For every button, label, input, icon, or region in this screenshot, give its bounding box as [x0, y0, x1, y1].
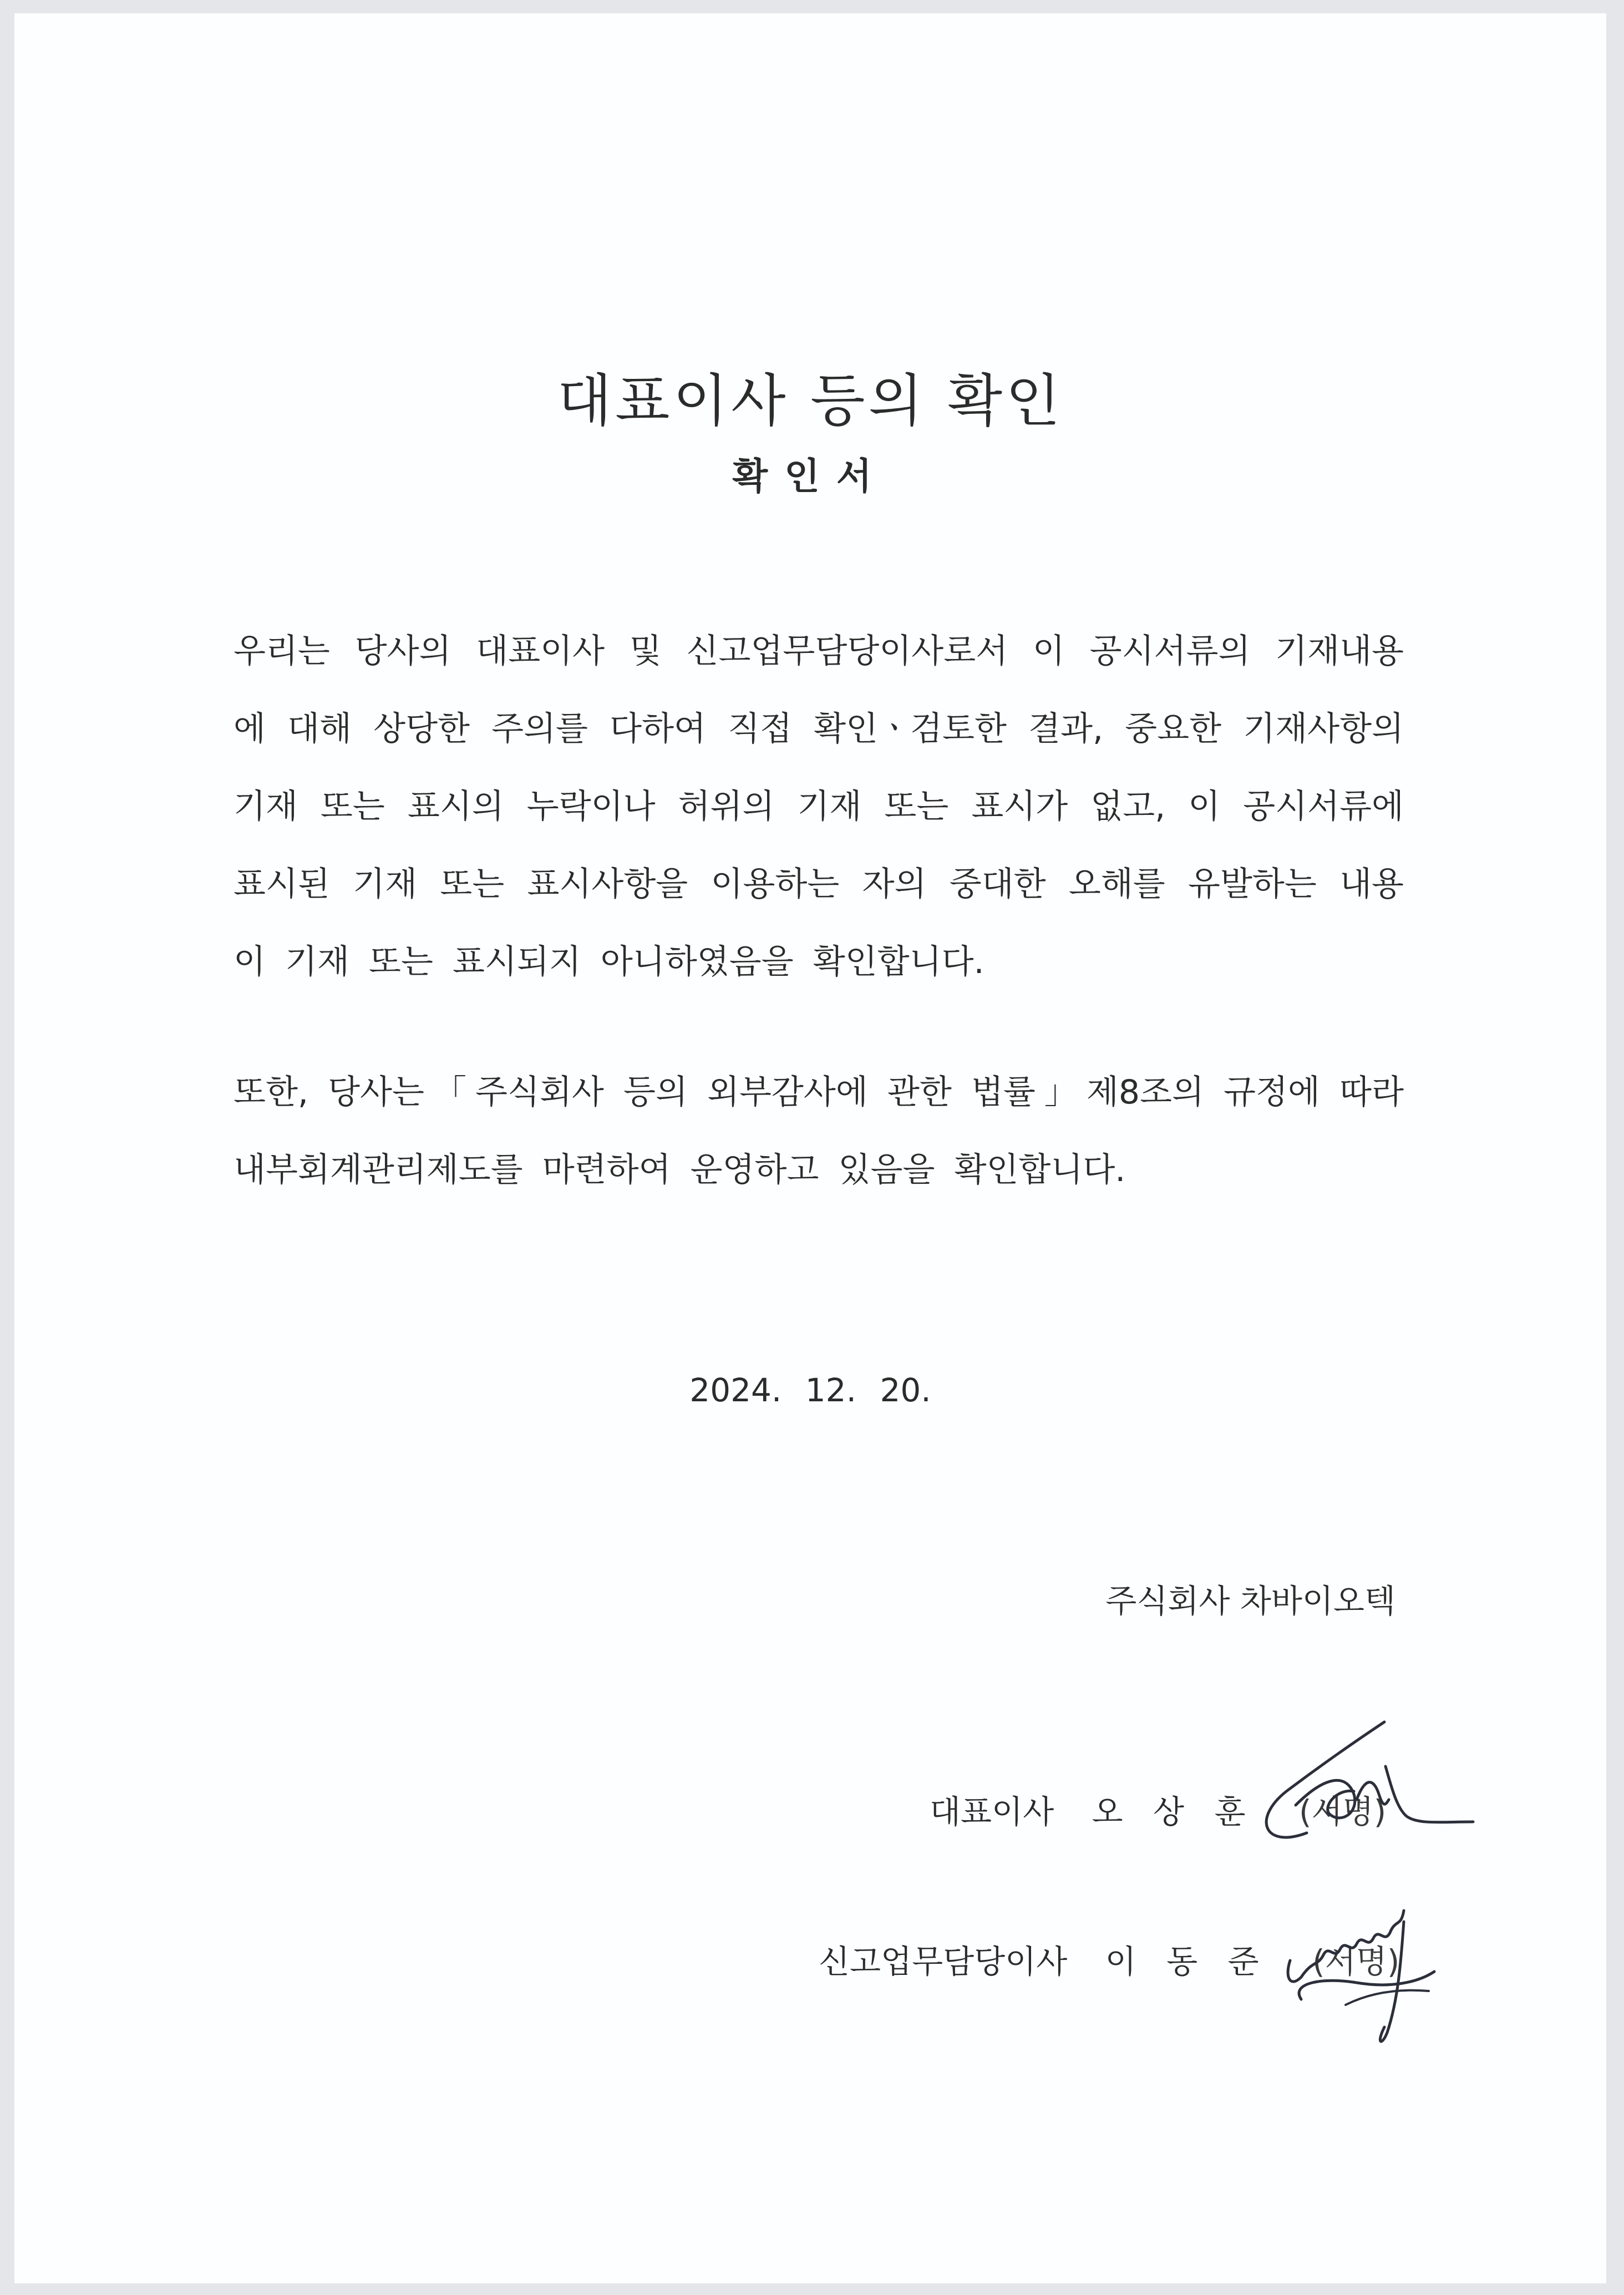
- signatory-title: 대표이사: [930, 1793, 1054, 1831]
- handwritten-signature-icon: [1268, 1894, 1479, 2060]
- paragraph2-line: 또한, 당사는「주식회사 등의 외부감사에 관한 법률」제8조의 규정에 따라: [234, 1073, 1404, 1112]
- signature-label: (서명): [1298, 1793, 1387, 1831]
- paragraph1-line: 우리는 당사의 대표이사 및 신고업무담당이사로서 이 공시서류의 기재내용: [234, 632, 1404, 671]
- signatory-name: 오 상 훈: [1092, 1793, 1256, 1831]
- document-title: 대표이사 등의 확인: [557, 368, 1064, 434]
- document-date: 2024. 12. 20.: [689, 1371, 931, 1409]
- paragraph1-line: 이 기재 또는 표시되지 아니하였음을 확인합니다.: [234, 943, 984, 981]
- signature-label: (서명): [1312, 1943, 1400, 1980]
- paragraph1-line: 표시된 기재 또는 표시사항을 이용하는 자의 중대한 오해를 유발하는 내용: [234, 865, 1404, 904]
- document-page: [14, 13, 1606, 2283]
- signatory-name: 이 동 준: [1105, 1943, 1269, 1980]
- paragraph1-line: 에 대해 상당한 주의를 다하여 직접 확인ㆍ검토한 결과, 중요한 기재사항의: [234, 710, 1404, 748]
- paragraph1-line: 기재 또는 표시의 누락이나 허위의 기재 또는 표시가 없고, 이 공시서류에: [234, 787, 1404, 826]
- handwritten-signature-icon: [1240, 1711, 1484, 1877]
- company-name: 주식회사 차바이오텍: [1105, 1582, 1395, 1620]
- document-subtitle: 확인서: [732, 455, 889, 498]
- signatory-title: 신고업무담당이사: [819, 1943, 1068, 1980]
- paragraph2-line: 내부회계관리제도를 마련하여 운영하고 있음을 확인합니다.: [234, 1151, 1126, 1189]
